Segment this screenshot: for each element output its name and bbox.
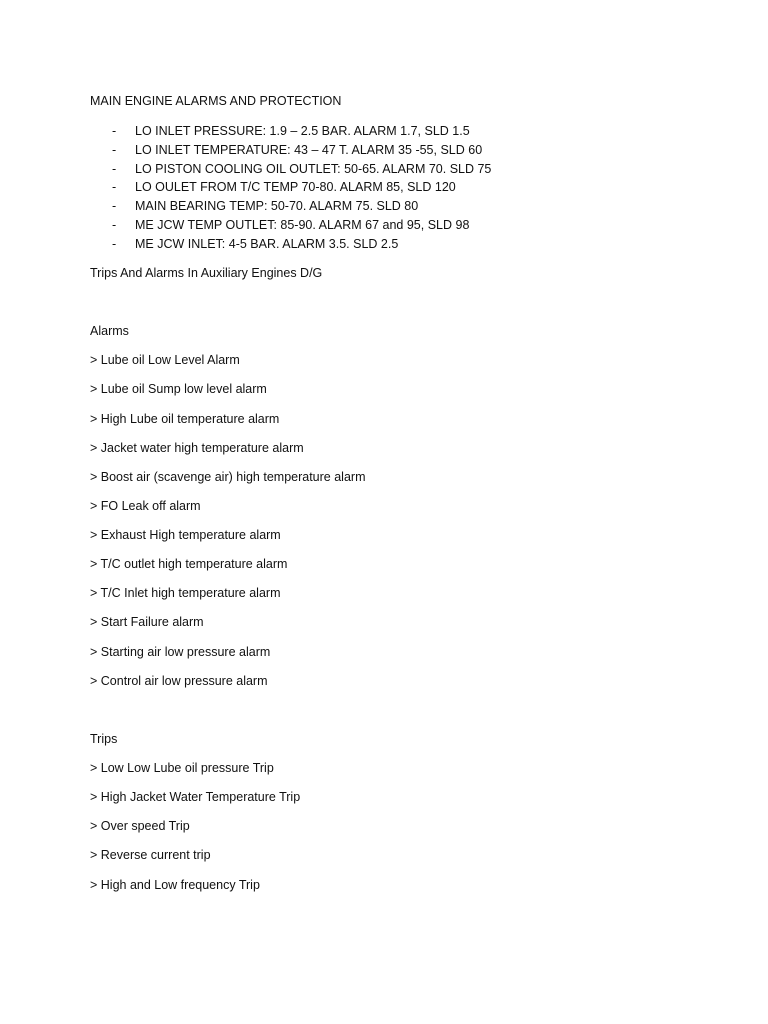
list-item (90, 123, 491, 142)
list-item (90, 198, 491, 217)
aux-engines-heading: Trips And Alarms In Auxiliary Engines D/G (90, 266, 323, 280)
alarm-item: > Boost air (scavenge air) high temperature alarm (90, 470, 366, 484)
alarm-item: > Jacket water high temperature alarm (90, 441, 304, 455)
list-item-text: ME JCW TEMP OUTLET: 85-90. ALARM 67 and 95, SLD 98 (135, 217, 470, 232)
list-item-text: LO INLET TEMPERATURE: 43 – 47 T. ALARM 35 -55, SLD 60 (135, 142, 483, 157)
list-item (90, 161, 491, 180)
bullet-dash: - (112, 142, 117, 157)
alarm-item: > T/C outlet high temperature alarm (90, 557, 288, 571)
alarm-item: > Control air low pressure alarm (90, 674, 268, 688)
trip-item: > Over speed Trip (90, 819, 190, 833)
list-item (90, 236, 491, 255)
bullet-dash: - (112, 217, 117, 232)
alarm-item: > FO Leak off alarm (90, 499, 201, 513)
trip-item: > Reverse current trip (90, 848, 211, 862)
bullet-dash: - (112, 236, 117, 251)
bullet-dash: - (112, 124, 117, 138)
list-item-text: ME JCW INLET: 4-5 BAR. ALARM 3.5. SLD 2.5 (135, 236, 399, 251)
alarm-item: > Starting air low pressure alarm (90, 645, 271, 659)
list-item-text: LO INLET PRESSURE: 1.9 – 2.5 BAR. ALARM 1.7, SLD 1.5 (135, 124, 470, 138)
alarm-item: > Lube oil Low Level Alarm (90, 353, 240, 367)
main-engine-heading: MAIN ENGINE ALARMS AND PROTECTION (90, 94, 342, 108)
trip-item: > Low Low Lube oil pressure Trip (90, 761, 274, 775)
list-item (90, 179, 491, 198)
list-item-text: LO PISTON COOLING OIL OUTLET: 50-65. ALARM 70. SLD 75 (135, 161, 492, 176)
alarm-item: > T/C Inlet high temperature alarm (90, 586, 281, 600)
trips-heading: Trips (90, 732, 118, 746)
alarm-item: > Lube oil Sump low level alarm (90, 382, 267, 396)
main-engine-list (90, 123, 491, 255)
alarm-item: > High Lube oil temperature alarm (90, 412, 280, 426)
alarm-item: > Exhaust High temperature alarm (90, 528, 281, 542)
list-item (90, 142, 491, 161)
list-item-text: LO OULET FROM T/C TEMP 70-80. ALARM 85, SLD 120 (135, 180, 456, 195)
bullet-dash: - (112, 180, 117, 195)
list-item-text: MAIN BEARING TEMP: 50-70. ALARM 75. SLD 80 (135, 199, 419, 214)
alarm-item: > Start Failure alarm (90, 615, 204, 629)
trip-item: > High and Low frequency Trip (90, 878, 260, 892)
bullet-dash: - (112, 199, 117, 214)
alarms-heading: Alarms (90, 324, 129, 338)
trip-item: > High Jacket Water Temperature Trip (90, 790, 301, 804)
bullet-dash: - (112, 161, 117, 176)
list-item (90, 217, 491, 236)
